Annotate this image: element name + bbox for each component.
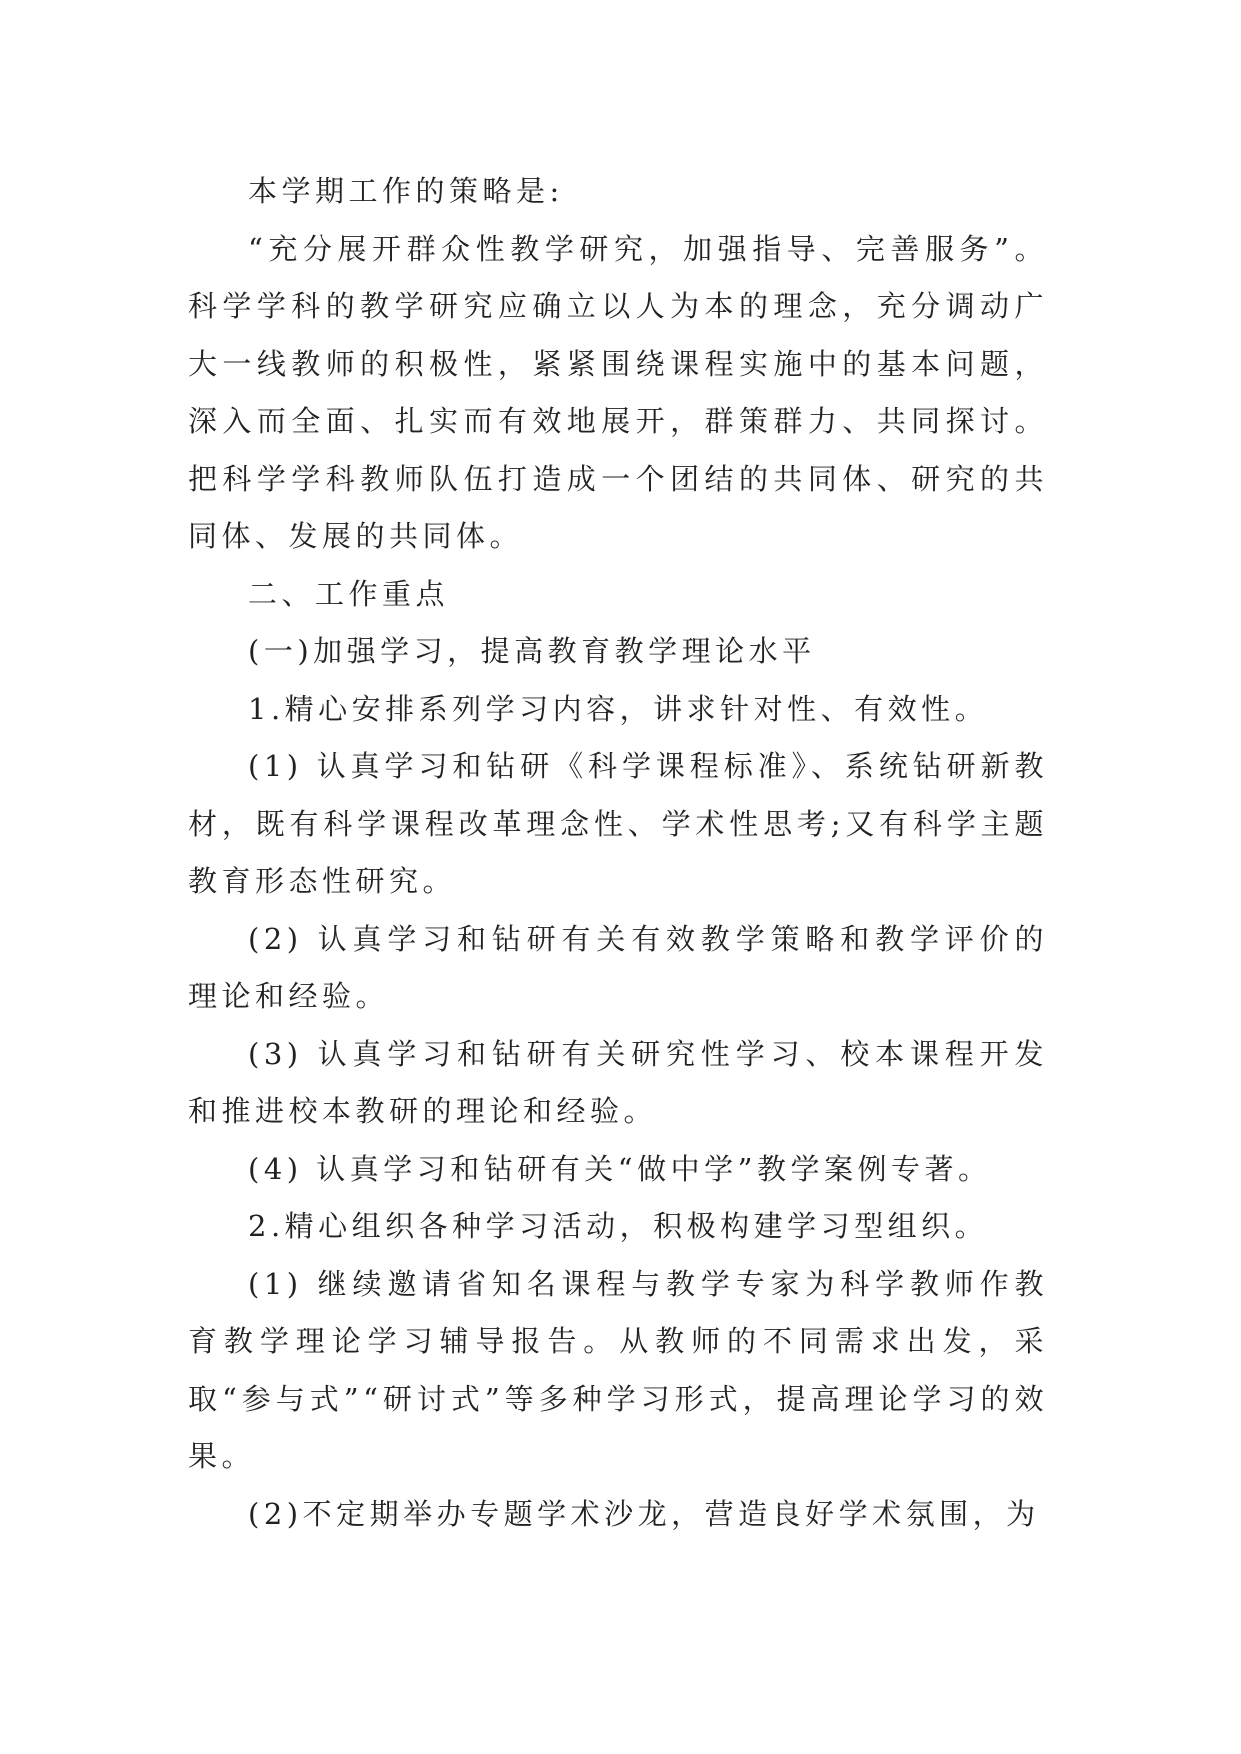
sub-item-1-3: (3) 认真学习和钻研有关研究性学习、校本课程开发和推进校本教研的理论和经验。 xyxy=(188,1036,1048,1128)
list-item-1: 1.精心安排系列学习内容，讲求针对性、有效性。 xyxy=(248,691,989,726)
list-item-2: 2.精心组织各种学习活动，积极构建学习型组织。 xyxy=(248,1209,989,1243)
subsection-heading-study: (一)加强学习，提高教育教学理论水平 xyxy=(248,634,816,668)
sub-item-1-2: (2) 认真学习和钻研有关有效教学策略和教学评价的理论和经验。 xyxy=(188,921,1048,1013)
section-heading-work-focus: 二、工作重点 xyxy=(248,576,450,611)
document-body xyxy=(188,163,1048,1543)
sub-item-1-4: (4) 认真学习和钻研有关“做中学”教学案例专著。 xyxy=(248,1151,992,1186)
sub-item-2-2: (2)不定期举办专题学术沙龙，营造良好学术氛围，为 xyxy=(248,1496,1040,1531)
paragraph-strategy-detail: “充分展开群众性教学研究，加强指导、完善服务”。科学学科的教学研究应确立以人为本的理念，充分调动广大一线教师的积极性，紧紧围绕课程实施中的基本问题，深入而全面、扎实而有效地展开，群策群力、共同探讨。把科学学科教师队伍打造成一个团结的共同体、研究的共同体、发展的共同体。 xyxy=(188,231,1048,553)
paragraph-strategy-intro: 本学期工作的策略是: xyxy=(248,174,564,208)
sub-item-1-1: (1) 认真学习和钻研《科学课程标准》、系统钻研新教材，既有科学课程改革理念性、学术性思考;又有科学主题教育形态性研究。 xyxy=(188,749,1048,898)
sub-item-2-1: (1) 继续邀请省知名课程与教学专家为科学教师作教育教学理论学习辅导报告。从教师的不同需求出发，采取“参与式”“研讨式”等多种学习形式，提高理论学习的效果。 xyxy=(188,1266,1048,1473)
